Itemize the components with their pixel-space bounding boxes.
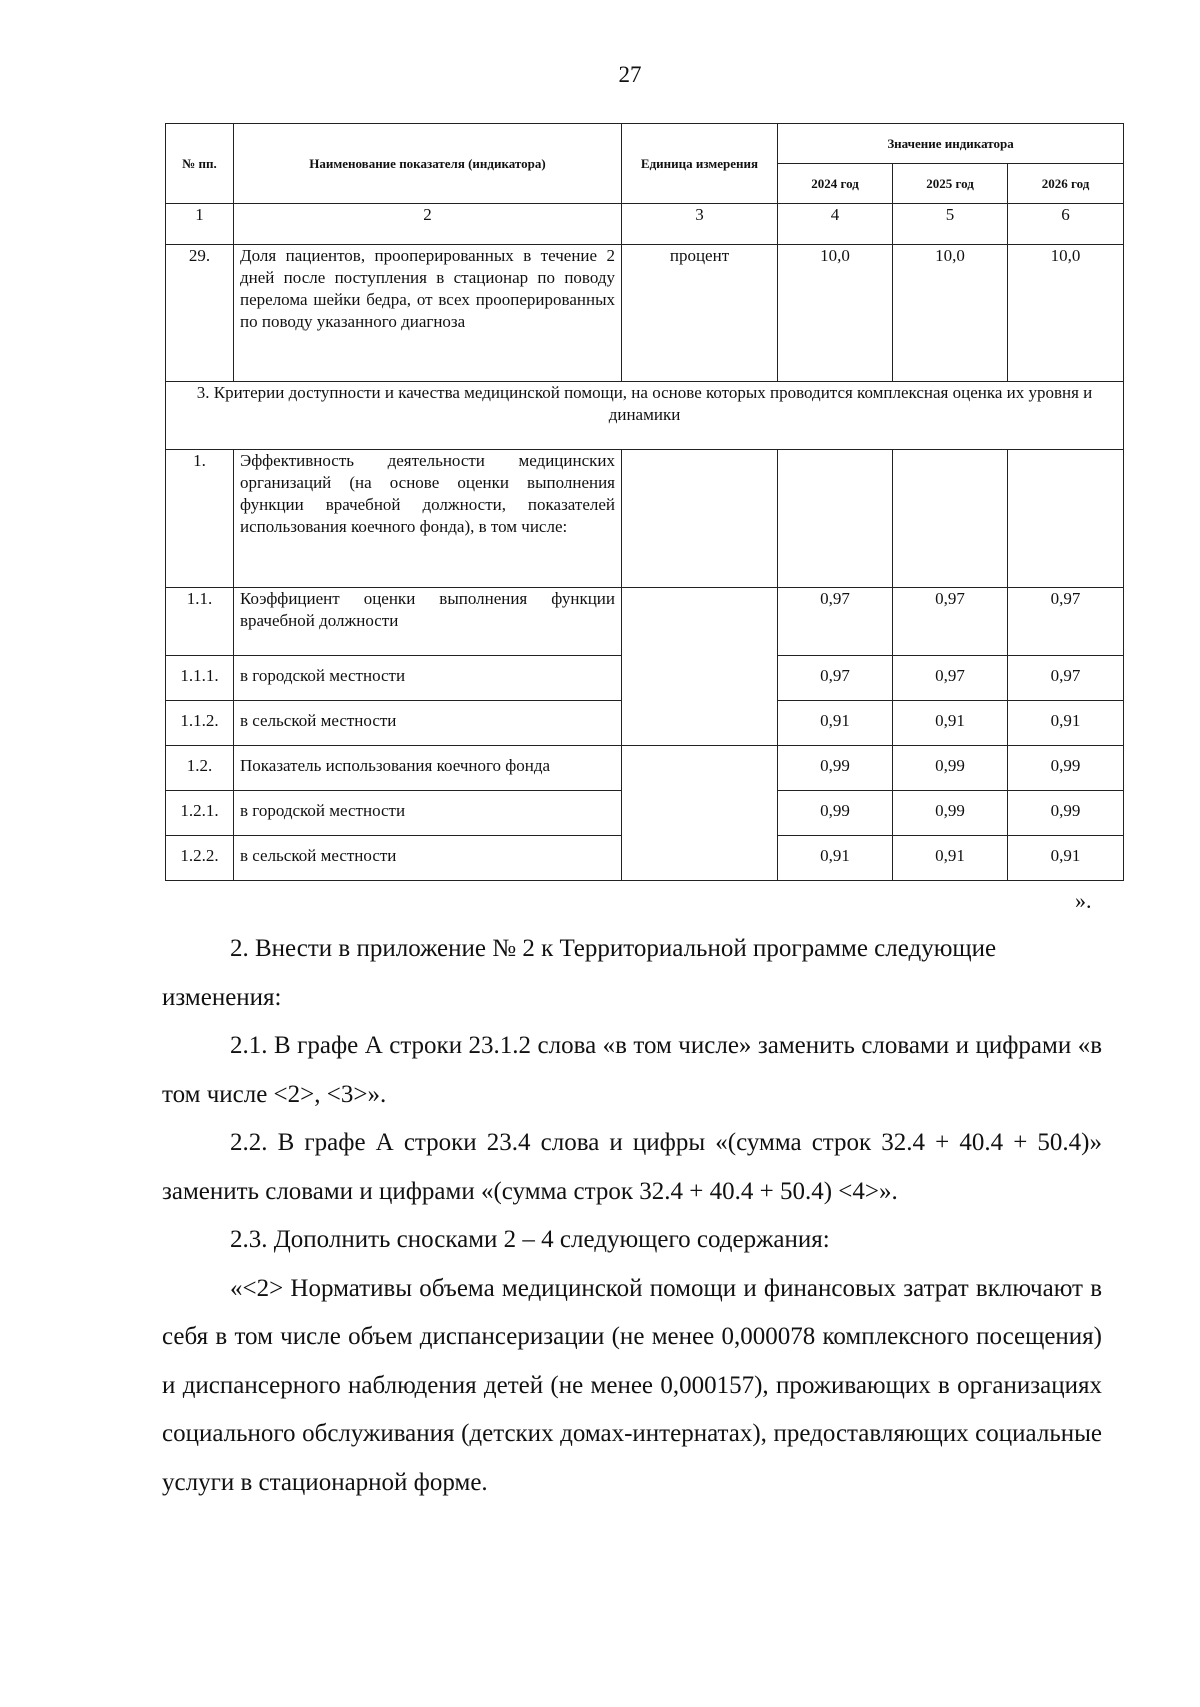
table-row bbox=[166, 450, 1124, 588]
row-name: Показатель использования коечного фонда bbox=[234, 746, 622, 791]
table-row bbox=[166, 746, 1124, 791]
row-value-2026: 0,97 bbox=[1008, 656, 1124, 701]
row-number: 1.1.1. bbox=[166, 656, 234, 701]
header-2026: 2026 год bbox=[1008, 164, 1124, 204]
section-heading: 3. Критерии доступности и качества медицинской помощи, на основе которых проводится комплексная оценка их уровня и динамики bbox=[166, 382, 1124, 450]
closing-quote: ». bbox=[1075, 888, 1092, 913]
row-value-2024: 0,97 bbox=[778, 588, 893, 656]
row-unit bbox=[622, 450, 778, 588]
row-name: Доля пациентов, прооперированных в течение 2 дней после поступления в стационар по поводу перелома шейки бедра, от всех прооперированных по поводу указанного диагноза bbox=[234, 245, 622, 382]
row-value-2026: 0,91 bbox=[1008, 836, 1124, 881]
row-value-2025: 0,91 bbox=[893, 701, 1008, 746]
table-row bbox=[166, 245, 1124, 382]
row-value-2024: 0,99 bbox=[778, 746, 893, 791]
row-value-2025: 0,97 bbox=[893, 588, 1008, 656]
indicator-table bbox=[165, 123, 1124, 881]
row-number: 1.1.2. bbox=[166, 701, 234, 746]
header-value-group: Значение индикатора bbox=[778, 124, 1124, 164]
paragraph: изменения: bbox=[162, 983, 282, 1011]
row-value-2024: 0,91 bbox=[778, 836, 893, 881]
row-value-2026 bbox=[1008, 450, 1124, 588]
header-unit: Единица измерения bbox=[622, 124, 778, 204]
column-number: 6 bbox=[1008, 204, 1124, 245]
row-value-2026: 0,99 bbox=[1008, 791, 1124, 836]
paragraph: 2.1. В графе А строки 23.1.2 слова «в том числе» заменить словами и цифрами «в том числе <2>, <3>». bbox=[162, 1032, 1102, 1108]
row-value-2026: 0,91 bbox=[1008, 701, 1124, 746]
row-unit: процент bbox=[622, 245, 778, 382]
row-unit bbox=[622, 588, 778, 746]
row-value-2026: 0,97 bbox=[1008, 588, 1124, 656]
column-number: 3 bbox=[622, 204, 778, 245]
header-2024: 2024 год bbox=[778, 164, 893, 204]
row-name: Эффективность деятельности медицинских организаций (на основе оценки выполнения функции врачебной должности, показателей использования коечного фонда), в том числе: bbox=[234, 450, 622, 588]
row-name: Коэффициент оценки выполнения функции врачебной должности bbox=[234, 588, 622, 656]
paragraph: «<2> Нормативы объема медицинской помощи и финансовых затрат включают в себя в том числе объем диспансеризации (не менее 0,000078 комплексного посещения) и диспансерного наблюдения детей (не менее 0,000157), проживающих в организациях социального обслуживания (детских домах-интернатах), предоставляющих социальные услуги в стационарной форме. bbox=[162, 1274, 1102, 1496]
row-value-2025: 10,0 bbox=[893, 245, 1008, 382]
header-2025: 2025 год bbox=[893, 164, 1008, 204]
paragraph: 2.3. Дополнить сносками 2 – 4 следующего содержания: bbox=[230, 1226, 830, 1253]
table-row bbox=[166, 588, 1124, 656]
row-value-2026: 0,99 bbox=[1008, 746, 1124, 791]
column-number: 1 bbox=[166, 204, 234, 245]
row-name: в городской местности bbox=[234, 791, 622, 836]
row-name: в сельской местности bbox=[234, 701, 622, 746]
paragraph: 2. Внести в приложение № 2 к Территориальной программе следующие bbox=[230, 935, 997, 962]
row-value-2024: 10,0 bbox=[778, 245, 893, 382]
column-number: 4 bbox=[778, 204, 893, 245]
row-value-2025: 0,99 bbox=[893, 791, 1008, 836]
paragraph: 2.2. В графе А строки 23.4 слова и цифры «(сумма строк 32.4 + 40.4 + 50.4)» заменить словами и цифрами «(сумма строк 32.4 + 40.4 + 50.4) <4>». bbox=[162, 1129, 1102, 1205]
row-unit bbox=[622, 746, 778, 881]
row-number: 1.2.2. bbox=[166, 836, 234, 881]
row-number: 29. bbox=[166, 245, 234, 382]
row-number: 1.2. bbox=[166, 746, 234, 791]
row-number: 1. bbox=[166, 450, 234, 588]
row-value-2026: 10,0 bbox=[1008, 245, 1124, 382]
row-name: в городской местности bbox=[234, 656, 622, 701]
row-value-2025 bbox=[893, 450, 1008, 588]
header-name: Наименование показателя (индикатора) bbox=[234, 124, 622, 204]
row-number: 1.1. bbox=[166, 588, 234, 656]
row-value-2025: 0,91 bbox=[893, 836, 1008, 881]
row-name: в сельской местности bbox=[234, 836, 622, 881]
header-num: № пп. bbox=[166, 124, 234, 204]
row-value-2024: 0,99 bbox=[778, 791, 893, 836]
row-value-2025: 0,99 bbox=[893, 746, 1008, 791]
row-number: 1.2.1. bbox=[166, 791, 234, 836]
page-number: 27 bbox=[618, 62, 642, 87]
row-value-2024: 0,97 bbox=[778, 656, 893, 701]
row-value-2024: 0,91 bbox=[778, 701, 893, 746]
row-value-2024 bbox=[778, 450, 893, 588]
row-value-2025: 0,97 bbox=[893, 656, 1008, 701]
column-number: 2 bbox=[234, 204, 622, 245]
column-number: 5 bbox=[893, 204, 1008, 245]
body-text bbox=[162, 925, 1102, 1507]
